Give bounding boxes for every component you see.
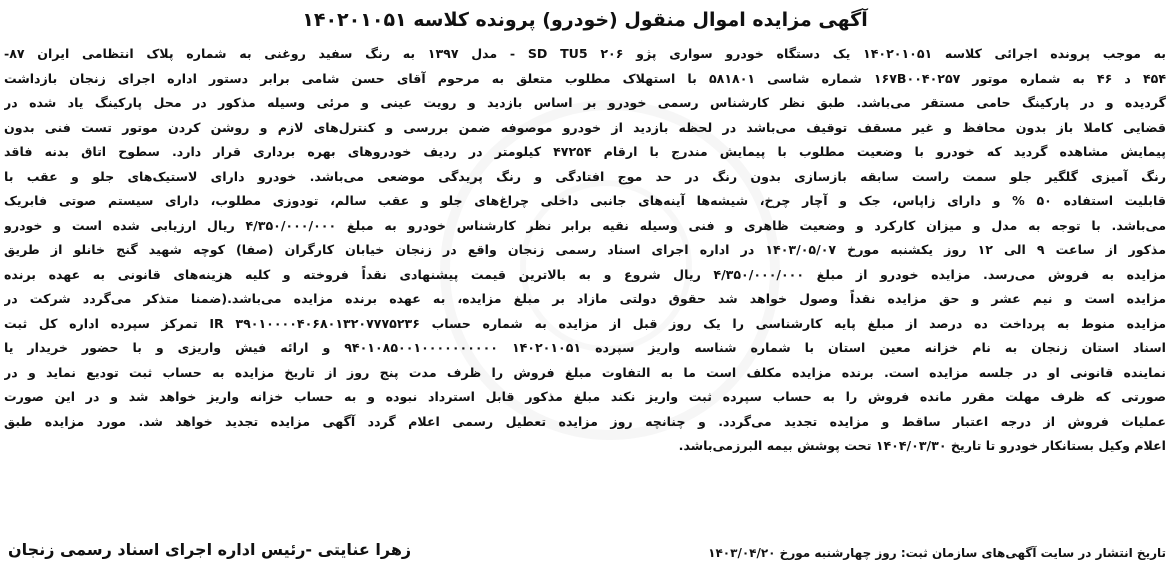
- body-line: صورتی که ظرف مهلت مقرر مانده فروش را به حساب سپرده ثبت واریز نکند مبلغ مذکور قابل استرداد نبوده و به حساب خزانه واریز خواهد شد و در این صورت: [4, 389, 1166, 404]
- body-line: اسناد استان زنجان به نام خزانه معین استان با شماره شناسه واریز سپرده ۱۴۰۲۰۱۰۵۱ ۹۴۰۱۰۸۵۰۰۱۰۰۰۰۰۰۰۰۰۰ و ارائه فیش واریزی و با حضور خریدار یا: [4, 340, 1166, 355]
- body-line: مذکور از ساعت ۹ الی ۱۲ روز یکشنبه مورخ ۱۴۰۳/۰۵/۰۷ در اداره اجرای اسناد رسمی زنجان واقع در زنجان خیابان کارگران (صفا) کوچه شهید گنج خانلو از طریق: [4, 242, 1166, 257]
- body-line: پیمایش مشاهده گردید که خودرو با وضعیت مطلوب با پیمایش مندرج با ارقام ۴۷۲۵۴ کیلومتر در ردیف خودروهای بهره برداری قرار دارد. سطوح اتاق بدنه فاقد: [4, 144, 1166, 159]
- notice-title: آگهی مزایده اموال منقول (خودرو) پرونده کلاسه ۱۴۰۲۰۱۰۵۱: [302, 9, 868, 31]
- body-line: می‌باشد. با توجه به مدل و میزان کارکرد و وضعیت ظاهری و فنی وسیله نقیه برابر نظر کارشناس خودرو به مبلغ ۴/۳۵۰/۰۰۰/۰۰۰ ریال ارزیابی شده است و خودرو: [4, 217, 1166, 233]
- body-line: قضایی کاملا باز بدون محافظ و غیر مسقف توقیف می‌باشد در لحظه بازدید از خودرو موصوفه ضمن بررسی و کنترل‌های لازم و روشن کردن موتور تست فنی بدون: [4, 119, 1166, 135]
- publication-info: تاریخ انتشار در سایت آگهی‌های سازمان ثبت: روز چهارشنبه مورخ ۱۴۰۳/۰۴/۲۰: [708, 546, 1166, 560]
- body-line: رنگ آمیزی گلگیر جلو سمت راست سابقه بازسازی بدون رنگ در حد موج افتادگی و رنگ پریدگی موضعی می‌باشد. خودرو دارای لاستیک‌های جلو و عقب با: [4, 168, 1166, 184]
- body-line: قابلیت استفاده ۵۰ % و دارای زاپاس، جک و آچار چرخ، شیشه‌ها آینه‌های جانبی داخلی چراغ‌های جلو و عقب سالم، تودوزی مطلوب، دارای سیستم صوتی فابریک: [4, 193, 1166, 208]
- body-line: عملیات فروش از درجه اعتبار ساقط و مزایده تجدید می‌گردد. و چنانچه روز مزایده تعطیل رسمی اعلام گردد آگهی مزایده تجدید خواهد شد. مورد مزایده طبق: [4, 413, 1166, 429]
- body-line: ۴۵۴ د ۴۶ به شماره موتور ۱۶۷B۰۰۴۰۲۵۷ شماره شاسی ۵۸۱۸۰۱ با استهلاک مطلوب متعلق به مرحوم آقای حسن شامی برابر دستور اداره اجرای زنجان بازداشت: [4, 70, 1166, 86]
- body-line: به موجب پرونده اجرائی کلاسه ۱۴۰۲۰۱۰۵۱ یک دستگاه خودرو سواری پژو ۲۰۶ SD TU5 - مدل ۱۳۹۷ به رنگ سفید روغنی به شماره پلاک انتظامی ایران ۸۷-: [4, 46, 1166, 61]
- notice-footer: [4, 540, 1166, 572]
- signature: زهرا عنایتی -رئیس اداره اجرای اسناد رسمی زنجان: [8, 540, 412, 559]
- body-line: مزایده به فروش می‌رسد. مزایده خودرو از مبلغ ۴/۳۵۰/۰۰۰/۰۰۰ ریال شروع و به بالاترین قیمت پیشنهادی نقداً فروخته و کلیه هزینه‌های قانونی به عهده برنده: [4, 266, 1166, 282]
- body-line: گردیده و در پارکینگ حامی مستقر می‌باشد. طبق نظر کارشناس رسمی خودرو بر اساس بازدید و رویت عینی و مرئی وسیله مذکور در محل پارکینگ یاد شده در: [4, 95, 1166, 110]
- body-line: مزایده منوط به پرداخت ده درصد از مبلغ پایه کارشناسی را یک روز قبل از مزایده به شماره حساب IR ۳۹۰۱۰۰۰۰۴۰۶۸۰۱۳۲۰۷۷۷۵۲۳۶ تمرکز سپرده اداره کل ثبت: [4, 315, 1166, 331]
- body-line: اعلام وکیل بستانکار خودرو تا تاریخ ۱۴۰۴/۰۳/۳۰ تحت پوشش بیمه البرزمی‌باشد.: [678, 438, 1166, 453]
- body-line: نماینده قانونی او در جلسه مزایده است. برنده مزایده مکلف است ما به التفاوت مبلغ فروش را ظرف مدت پنج روز از تاریخ مزایده به حساب ثبت تودیع نماید و در: [4, 364, 1166, 380]
- body-line: مزایده است و نیم عشر و حق مزایده نقداً وصول خواهد شد حقوق دولتی مازاد بر مبلغ مزایده، به عهده برنده مزایده می‌باشد.(ضمنا متذکر می‌گردد شرکت در: [4, 291, 1166, 306]
- notice-body: [4, 42, 1166, 459]
